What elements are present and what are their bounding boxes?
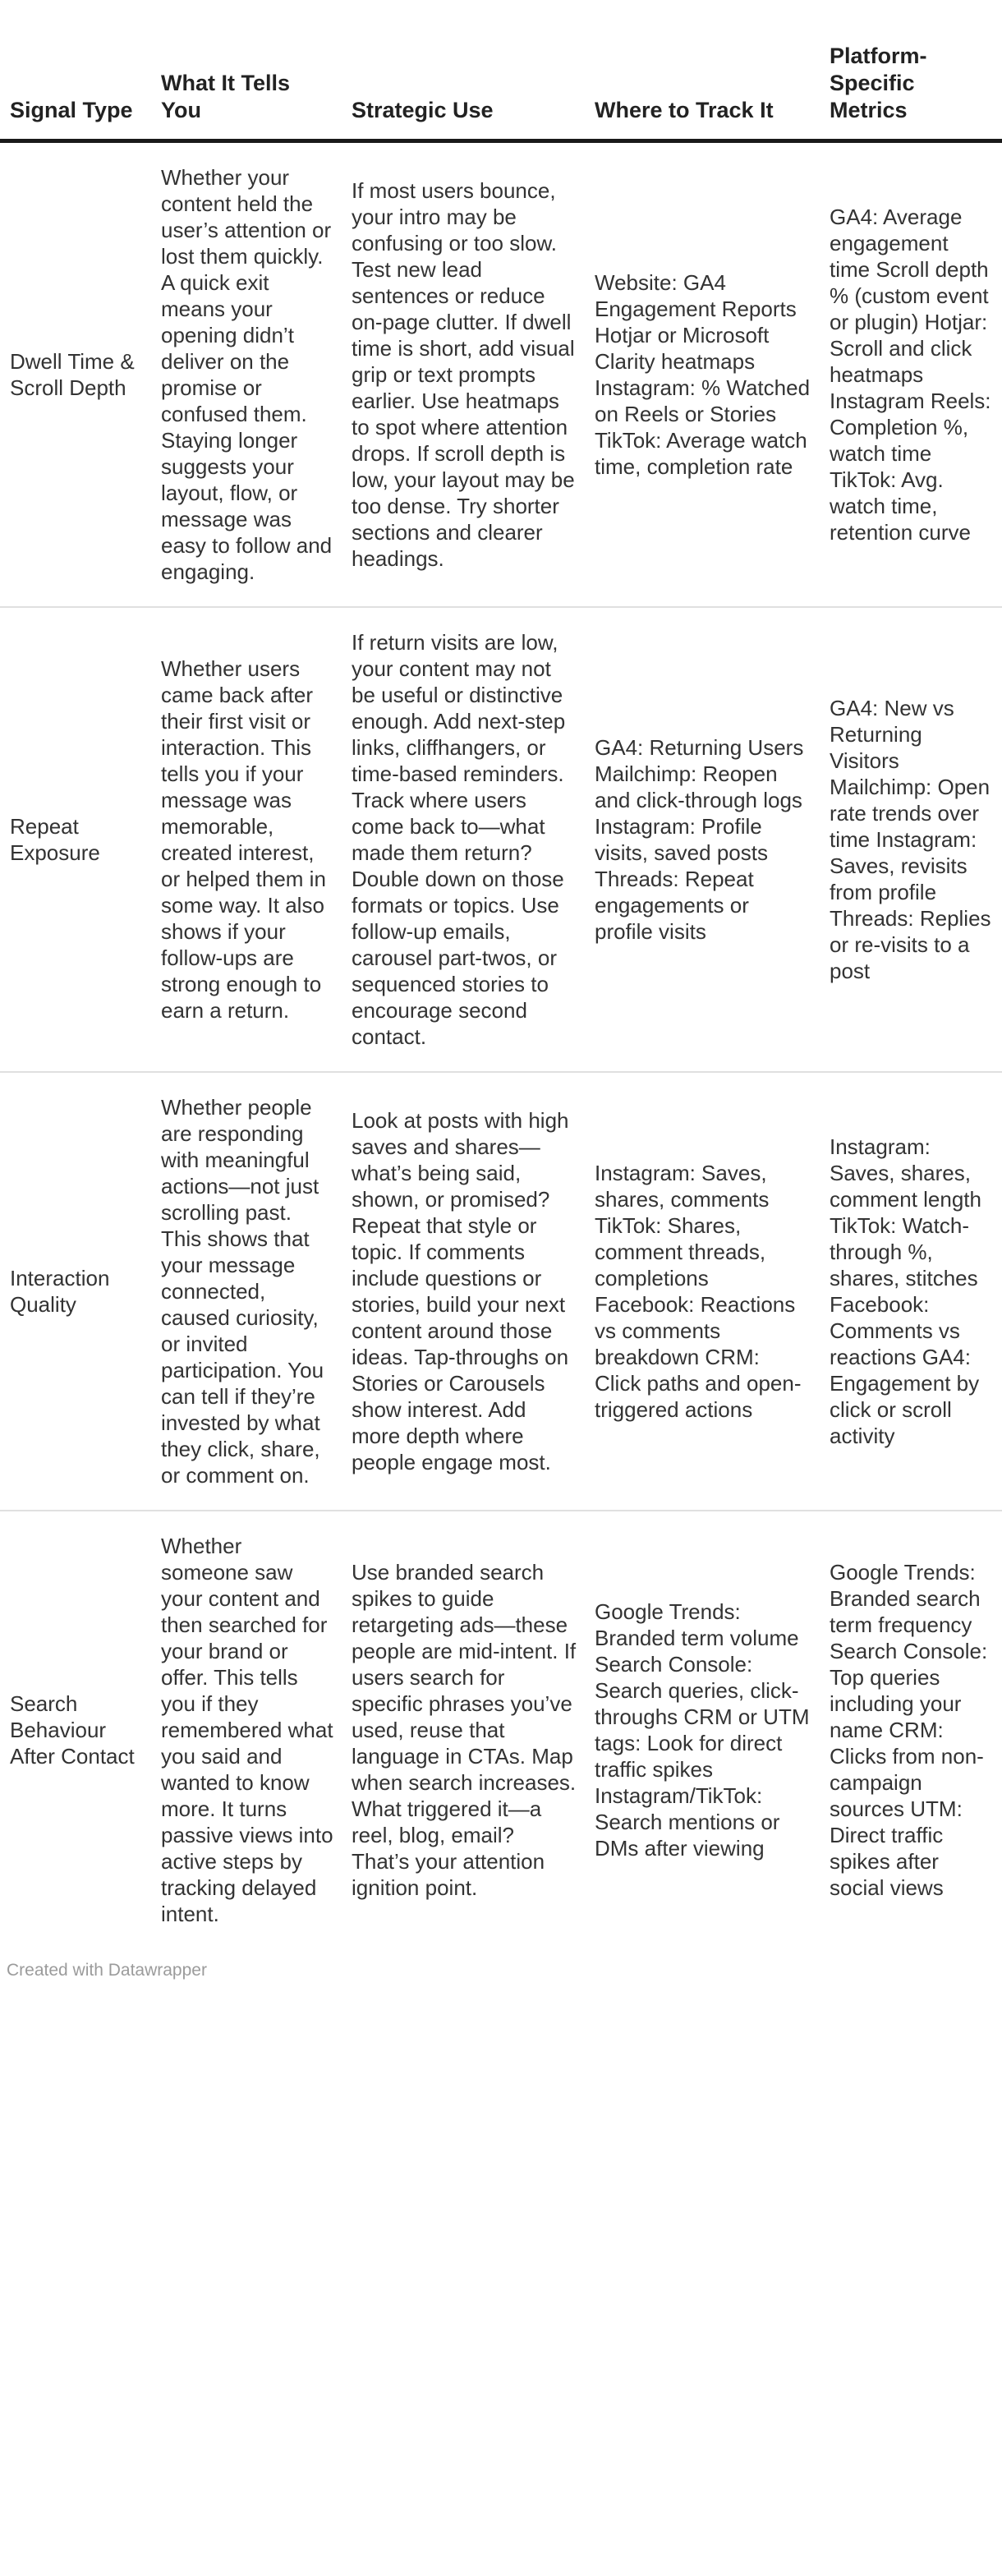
cell-signal-type: Interaction Quality	[0, 1072, 161, 1511]
cell-platform-specific-metrics: Instagram: Saves, shares, comment length TikTok: Watch-through %, shares, stitches Facebook: Comments vs reactions GA4: Engagement by click or scroll activity	[830, 1072, 1002, 1511]
cell-where-to-track-it: Website: GA4 Engagement Reports Hotjar or Microsoft Clarity heatmaps Instagram: % Watched on Reels or Stories TikTok: Average watch time, completion rate	[595, 270, 811, 479]
header-row	[0, 0, 1002, 141]
cell-platform-specific-metrics: GA4: New vs Returning Visitors Mailchimp: Open rate trends over time Instagram: Saves, revisits from profile Threads: Replies or re-visits to a post	[830, 607, 1002, 1072]
cell-what-it-tells-you: Whether people are responding with meaningful actions—not just scrolling past. This shows that your message connected, caused curiosity, or invited participation. You can tell if they’re invested by what they click, share, or comment on.	[161, 1072, 352, 1511]
cell-signal-type: Search Behaviour After Contact	[0, 1511, 161, 1948]
datawrapper-credit-link[interactable]: Created with Datawrapper	[7, 1961, 207, 1980]
cell-where-to-track-it: Google Trends: Branded term volume Search Console: Search queries, click-throughs CRM or UTM tags: Look for direct traffic spikes Instagram/TikTok: Search mentions or DMs after viewing	[595, 1511, 830, 1948]
table-row-search-behaviour	[0, 1511, 1002, 1948]
cell-signal-type: Repeat Exposure	[0, 607, 161, 1072]
table-row-repeat-exposure	[0, 607, 1002, 1072]
table-row-dwell-time	[0, 141, 1002, 608]
cell-platform-specific-metrics: GA4: Average engagement time Scroll depth % (custom event or plugin) Hotjar: Scroll and click heatmaps Instagram Reels: Completion %, watch time TikTok: Avg. watch time, retention curve	[830, 205, 991, 545]
col-header-where-to-track-it: Where to Track It	[595, 0, 830, 141]
cell-signal-type: Dwell Time & Scroll Depth	[10, 349, 135, 400]
col-header-strategic-use: Strategic Use	[352, 0, 595, 141]
cell-strategic-use: Look at posts with high saves and shares—what’s being said, shown, or promised? Repeat that style or topic. If comments include questions or stories, build your next content around those ideas. Tap-throughs on Stories or Carousels show interest. Add more depth where people engage most.	[352, 1072, 595, 1511]
col-header-platform-specific-metrics: Platform-Specific Metrics	[830, 0, 1002, 141]
cell-what-it-tells-you: Whether users came back after their first visit or interaction. This tells you if your message was memorable, created interest, or helped them in some way. It also shows if your follow-ups are strong enough to earn a return.	[161, 607, 352, 1072]
cell-strategic-use: If return visits are low, your content may not be useful or distinctive enough. Add next-step links, cliffhangers, or time-based reminders. Track where users come back to—what made them return? Double down on those formats or topics. Use follow-up emails, carousel part-twos, or sequenced stories to encourage second contact.	[352, 607, 595, 1072]
cell-what-it-tells-you: Whether your content held the user’s attention or lost them quickly. A quick exit means your opening didn’t deliver on the promise or confused them. Staying longer suggests your layout, flow, or message was easy to follow and engaging.	[161, 165, 333, 584]
cell-what-it-tells-you: Whether someone saw your content and then searched for your brand or offer. This tells you if they remembered what you said and wanted to know more. It turns passive views into active steps by tracking delayed intent.	[161, 1511, 352, 1948]
table-row-interaction-quality	[0, 1072, 1002, 1511]
col-header-signal-type: Signal Type	[0, 0, 161, 141]
cell-strategic-use: Use branded search spikes to guide retargeting ads—these people are mid-intent. If users search for specific phrases you’ve used, reuse that language in CTAs. Map when search increases. What triggered it—a reel, blog, email? That’s your attention ignition point.	[352, 1511, 595, 1948]
cell-where-to-track-it: Instagram: Saves, shares, comments TikTok: Shares, comment threads, completions Facebook: Reactions vs comments breakdown CRM: Click paths and open-triggered actions	[595, 1072, 830, 1511]
cell-strategic-use: If most users bounce, your intro may be confusing or too slow. Test new lead sentences or reduce on-page clutter. If dwell time is short, add visual grip or text prompts earlier. Use heatmaps to spot where attention drops. If scroll depth is low, your layout may be too dense. Try shorter sections and clearer headings.	[352, 178, 575, 571]
cell-platform-specific-metrics: Google Trends: Branded search term frequency Search Console: Top queries including your name CRM: Clicks from non-campaign sources UTM: Direct traffic spikes after social views	[830, 1511, 1002, 1948]
cell-where-to-track-it: GA4: Returning Users Mailchimp: Reopen and click-through logs Instagram: Profile visits, saved posts Threads: Repeat engagements or profile visits	[595, 607, 830, 1072]
col-header-what-it-tells-you: What It Tells You	[161, 0, 352, 141]
